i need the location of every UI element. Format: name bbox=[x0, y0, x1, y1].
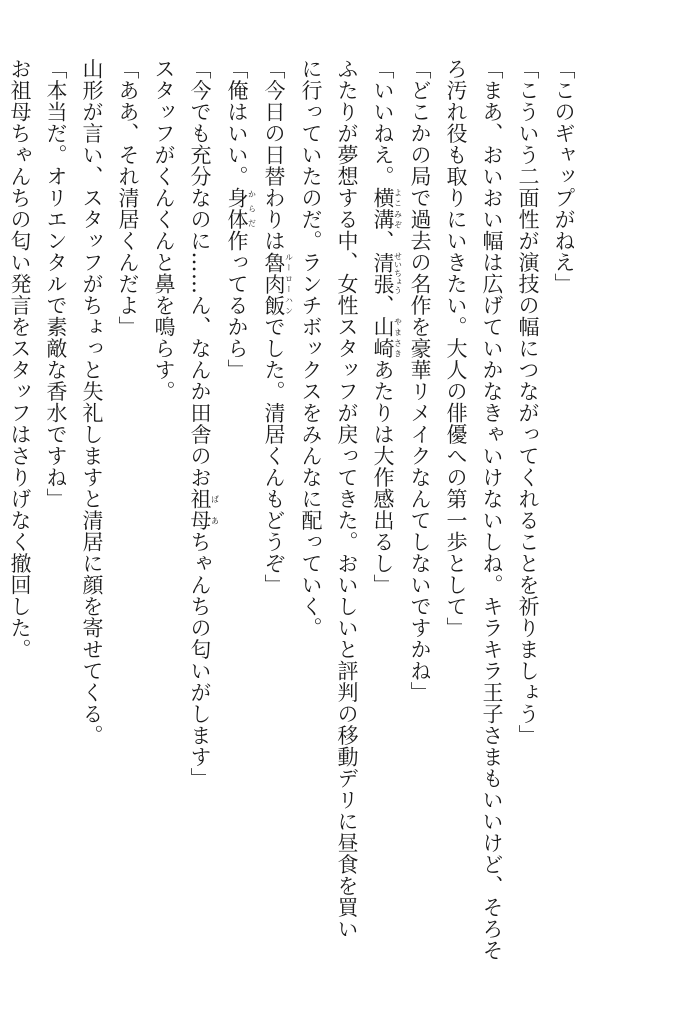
ruby-annotation bbox=[371, 251, 403, 295]
text-segment: ちゃんちの匂いがします」 bbox=[188, 531, 212, 789]
ruby-annotation bbox=[188, 488, 220, 531]
text-line bbox=[402, 58, 438, 958]
text-segment: 、 bbox=[371, 294, 395, 316]
text-segment: 山形が言い、スタッフがちょっと失礼しますと清居に顔を寄せてくる。 bbox=[80, 58, 104, 746]
text-segment: 作ってるから」 bbox=[225, 230, 249, 381]
text-line bbox=[293, 58, 329, 958]
text-line bbox=[182, 58, 219, 958]
text-line bbox=[474, 58, 510, 961]
text-line bbox=[219, 58, 256, 958]
ruby-base: 身体 bbox=[225, 187, 249, 230]
ruby-reading: せいちょう bbox=[393, 251, 403, 295]
text-segment: 「今でも充分なのに……ん、なんか田舎のお bbox=[188, 58, 212, 488]
text-segment: 「いいねえ。 bbox=[371, 58, 395, 187]
ruby-reading: ばあ bbox=[210, 488, 220, 531]
ruby-base: 祖母 bbox=[188, 488, 212, 531]
text-line bbox=[74, 58, 110, 958]
ruby-base: 清張 bbox=[371, 251, 395, 295]
text-segment: 「まあ、おいおい幅は広げていかなきゃいけないしね。キラキラ王子さまもいいけど、そろそ bbox=[480, 58, 504, 961]
text-segment: でした。清居くんもどうぞ」 bbox=[262, 316, 286, 596]
ruby-annotation bbox=[262, 251, 294, 317]
text-line bbox=[146, 58, 182, 958]
text-segment: あたりは大作感出るし」 bbox=[371, 359, 395, 596]
text-line bbox=[256, 58, 293, 958]
text-segment: ろ汚れ役も取りにいきたい。大人の俳優への第一歩として」 bbox=[444, 58, 468, 639]
ruby-reading: よこみぞ bbox=[393, 187, 403, 230]
text-segment: 、 bbox=[371, 230, 395, 252]
text-line bbox=[2, 58, 38, 958]
ruby-base: 魯肉飯 bbox=[262, 251, 286, 316]
text-segment: 「このギャップがねえ」 bbox=[552, 58, 576, 295]
text-segment: に行っていたのだ。ランチボックスをみんなに配っていく。 bbox=[299, 58, 323, 639]
text-segment: 「ああ、それ清居くんだよ」 bbox=[116, 58, 140, 338]
text-line bbox=[546, 58, 582, 958]
text-line bbox=[329, 58, 365, 958]
text-segment: 「今日の日替わりは bbox=[262, 58, 286, 252]
text-line bbox=[438, 58, 474, 958]
text-line bbox=[365, 58, 402, 958]
ruby-reading: やまさき bbox=[393, 316, 403, 359]
ruby-base: 山崎 bbox=[371, 316, 395, 359]
text-line bbox=[110, 58, 146, 958]
ruby-reading: からだ bbox=[247, 187, 257, 230]
text-line bbox=[38, 58, 74, 958]
text-segment: お祖母ちゃんちの匂い発言をスタッフはさりげなく撤回した。 bbox=[8, 58, 32, 660]
text-segment: スタッフがくんくんと鼻を鳴らす。 bbox=[152, 58, 176, 402]
text-segment: 「本当だ。オリエンタルで素敵な香水ですね」 bbox=[44, 58, 68, 510]
ruby-base: 横溝 bbox=[371, 187, 395, 230]
ruby-reading: ルーローハン bbox=[284, 251, 294, 316]
text-segment: 「どこかの局で過去の名作を豪華リメイクなんてしないですかね」 bbox=[408, 58, 432, 703]
ruby-annotation bbox=[371, 187, 403, 230]
text-segment: ふたりが夢想する中、女性スタッフが戻ってきた。おいしいと評判の移動デリに昼食を買い bbox=[335, 58, 359, 940]
ruby-annotation bbox=[371, 316, 403, 359]
text-line bbox=[510, 58, 546, 958]
text-segment: 「俺はいい。 bbox=[225, 58, 249, 187]
text-segment: 「こういう二面性が演技の幅につながってくれることを祈りましょう」 bbox=[516, 58, 540, 746]
ruby-annotation bbox=[225, 187, 257, 230]
vertical-text-body bbox=[0, 58, 582, 961]
